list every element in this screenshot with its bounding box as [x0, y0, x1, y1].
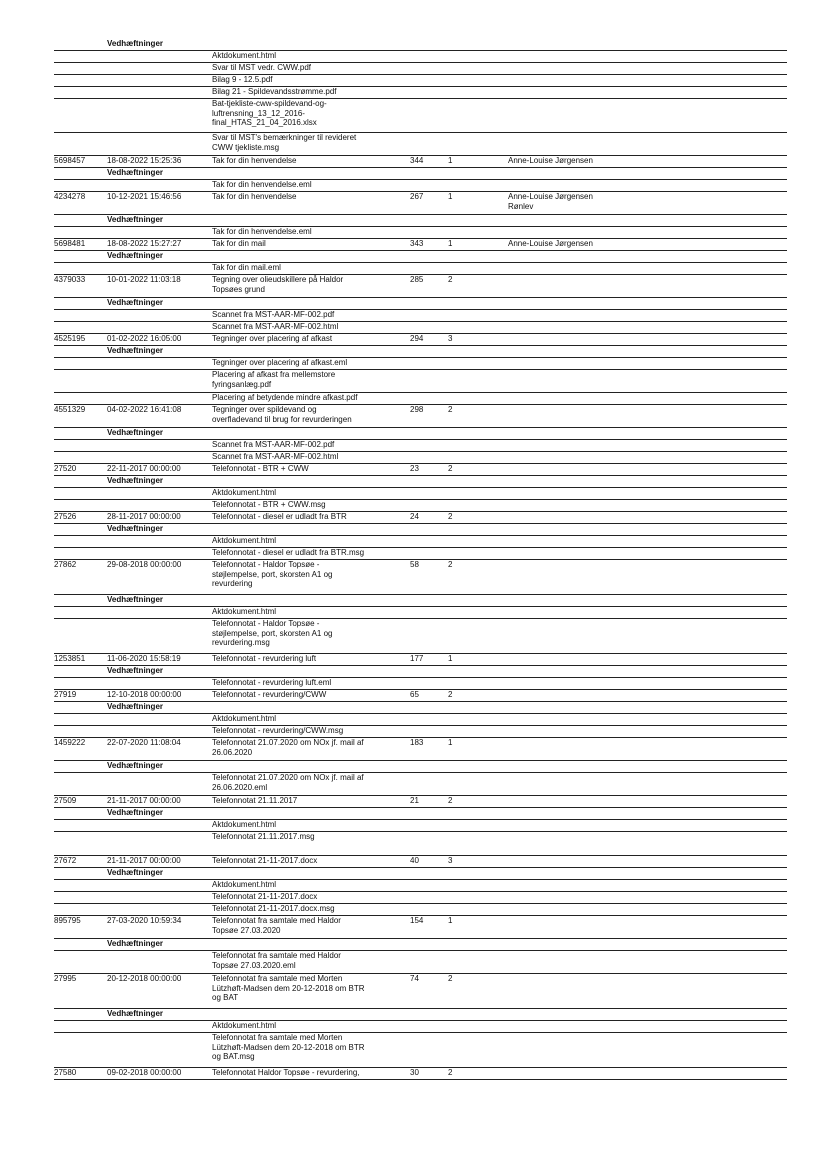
attachments-label: Vedhæftninger: [107, 666, 164, 675]
document-date: 21-11-2017 00:00:00: [107, 796, 181, 805]
attachment-row: [54, 832, 787, 856]
attachment-count: 3: [448, 334, 453, 343]
attachment-row: [54, 607, 787, 619]
document-id: 1253851: [54, 654, 86, 663]
document-title: Scannet fra MST-AAR-MF-002.pdf: [212, 440, 335, 449]
attachment-row: [54, 87, 787, 99]
document-number: 343: [410, 239, 424, 248]
document-id: 4525195: [54, 334, 86, 343]
attachment-row: [54, 476, 787, 488]
attachment-row: [54, 488, 787, 500]
attachment-row: [54, 595, 787, 607]
attachments-label: Vedhæftninger: [107, 808, 164, 817]
document-title: Aktdokument.html: [212, 607, 277, 616]
document-title: Telefonnotat - BTR + CWW.msg: [212, 500, 326, 509]
attachment-count: 1: [448, 192, 453, 201]
document-number: 74: [410, 974, 419, 983]
document-title: Telefonnotat fra samtale med Morten Lützhøft-Madsen dem 20-12-2018 om BTR og BAT: [212, 974, 365, 1003]
document-row: [54, 916, 787, 939]
attachments-label: Vedhæftninger: [107, 1009, 164, 1018]
document-title: Tak for din henvendelse.eml: [212, 180, 312, 189]
attachments-label: Vedhæftninger: [107, 428, 164, 437]
attachment-count: 2: [448, 560, 453, 569]
document-title: Telefonnotat - diesel er udladt fra BTR.msg: [212, 548, 365, 557]
document-row: [54, 738, 787, 761]
document-date: 22-07-2020 11:08:04: [107, 738, 181, 747]
attachment-row: [54, 39, 787, 51]
document-row: [54, 1068, 787, 1080]
document-number: 21: [410, 796, 419, 805]
attachment-count: 1: [448, 738, 453, 747]
document-title: Telefonnotat 21.11.2017: [212, 796, 298, 805]
attachment-row: [54, 726, 787, 738]
document-date: 10-12-2021 15:46:56: [107, 192, 182, 201]
document-number: 23: [410, 464, 419, 473]
document-title: Scannet fra MST-AAR-MF-002.pdf: [212, 310, 335, 319]
attachment-row: [54, 393, 787, 405]
attachment-row: [54, 358, 787, 370]
attachment-row: [54, 346, 787, 358]
document-title: Aktdokument.html: [212, 880, 277, 889]
document-title: Scannet fra MST-AAR-MF-002.html: [212, 452, 339, 461]
document-date: 12-10-2018 00:00:00: [107, 690, 182, 699]
document-title: Bilag 21 - Spildevandsstrømme.pdf: [212, 87, 337, 96]
document-id: 27672: [54, 856, 77, 865]
document-title: Tak for din mail.eml: [212, 263, 281, 272]
attachment-row: [54, 99, 787, 133]
document-title: Telefonnotat 21-11-2017.docx.msg: [212, 904, 335, 913]
document-number: 183: [410, 738, 424, 747]
document-title: Tegninger over placering af afkast.eml: [212, 358, 348, 367]
document-number: 344: [410, 156, 424, 165]
attachments-label: Vedhæftninger: [107, 868, 164, 877]
document-date: 21-11-2017 00:00:00: [107, 856, 181, 865]
attachments-label: Vedhæftninger: [107, 702, 164, 711]
attachments-label: Vedhæftninger: [107, 298, 164, 307]
attachment-row: [54, 251, 787, 263]
document-title: Telefonnotat - Haldor Topsøe - støjlempelse, port, skorsten A1 og revurdering: [212, 560, 333, 589]
document-id: 4234278: [54, 192, 86, 201]
attachment-count: 1: [448, 654, 453, 663]
document-row: [54, 974, 787, 1009]
attachment-row: [54, 808, 787, 820]
document-date: 04-02-2022 16:41:08: [107, 405, 182, 414]
attachment-row: [54, 63, 787, 75]
document-title: Telefonnotat Haldor Topsøe - revurdering,: [212, 1068, 360, 1077]
document-title: Placering af afkast fra mellemstore fyringsanlæg.pdf: [212, 370, 336, 389]
document-title: Bilag 9 - 12.5.pdf: [212, 75, 273, 84]
document-title: Tegninger over spildevand og overfladevand til brug for revurderingen: [212, 405, 352, 424]
attachment-count: 1: [448, 916, 453, 925]
document-title: Telefonnotat fra samtale med Haldor Topsøe 27.03.2020.eml: [212, 951, 341, 970]
document-title: Telefonnotat 21.07.2020 om NOx jf. mail af 26.06.2020: [212, 738, 364, 757]
document-date: 09-02-2018 00:00:00: [107, 1068, 182, 1077]
document-title: Aktdokument.html: [212, 51, 277, 60]
document-number: 294: [410, 334, 424, 343]
document-title: Aktdokument.html: [212, 536, 277, 545]
document-id: 27919: [54, 690, 77, 699]
attachment-count: 2: [448, 974, 453, 983]
document-row: [54, 560, 787, 595]
document-id: 5698481: [54, 239, 86, 248]
attachment-row: [54, 536, 787, 548]
attachments-label: Vedhæftninger: [107, 524, 164, 533]
attachments-label: Vedhæftninger: [107, 251, 164, 260]
attachment-row: [54, 500, 787, 512]
document-number: 298: [410, 405, 424, 414]
document-date: 27-03-2020 10:59:34: [107, 916, 182, 925]
attachment-row: [54, 892, 787, 904]
attachments-label: Vedhæftninger: [107, 476, 164, 485]
attachment-count: 2: [448, 690, 453, 699]
attachment-row: [54, 820, 787, 832]
attachment-count: 2: [448, 1068, 453, 1077]
attachment-row: [54, 310, 787, 322]
document-id: 4379033: [54, 275, 86, 284]
document-title: Telefonnotat - Haldor Topsøe - støjlempelse, port, skorsten A1 og revurdering.msg: [212, 619, 333, 648]
attachments-label: Vedhæftninger: [107, 939, 164, 948]
document-row: [54, 796, 787, 808]
attachment-row: [54, 215, 787, 227]
attachment-row: [54, 880, 787, 892]
document-number: 65: [410, 690, 419, 699]
document-number: 30: [410, 1068, 419, 1077]
document-row: [54, 239, 787, 251]
document-number: 267: [410, 192, 424, 201]
document-title: Bat-tjekliste-cww-spildevand-og- luftrensning_13_12_2016- final_HTAS_21_04_2016.xlsx: [212, 99, 327, 128]
document-title: Telefonnotat 21-11-2017.docx: [212, 856, 318, 865]
document-title: Telefonnotat fra samtale med Morten Lützhøft-Madsen dem 20-12-2018 om BTR og BAT.msg: [212, 1033, 365, 1062]
attachments-label: Vedhæftninger: [107, 215, 164, 224]
attachment-row: [54, 168, 787, 180]
document-date: 29-08-2018 00:00:00: [107, 560, 182, 569]
document-title: Telefonnotat - revurdering/CWW: [212, 690, 327, 699]
document-date: 10-01-2022 11:03:18: [107, 275, 181, 284]
document-id: 895795: [54, 916, 81, 925]
document-row: [54, 690, 787, 702]
document-row: [54, 512, 787, 524]
document-title: Telefonnotat - revurdering/CWW.msg: [212, 726, 344, 735]
attachment-row: [54, 51, 787, 63]
attachment-count: 3: [448, 856, 453, 865]
document-title: Tegninger over placering af afkast: [212, 334, 333, 343]
document-title: Tegning over olieudskillere på Haldor Topsøes grund: [212, 275, 344, 294]
document-date: 11-06-2020 15:58:19: [107, 654, 181, 663]
document-title: Aktdokument.html: [212, 714, 277, 723]
document-title: Svar til MST's bemærkninger til revideret CWW tjekliste.msg: [212, 133, 357, 152]
document-row: [54, 334, 787, 346]
document-number: 24: [410, 512, 419, 521]
attachments-label: Vedhæftninger: [107, 595, 164, 604]
document-number: 154: [410, 916, 424, 925]
document-id: 27526: [54, 512, 77, 521]
attachment-row: [54, 263, 787, 275]
attachment-row: [54, 370, 787, 393]
document-number: 58: [410, 560, 419, 569]
document-id: 27509: [54, 796, 77, 805]
person-name: Anne-Louise Jørgensen: [508, 156, 593, 165]
attachment-row: [54, 322, 787, 334]
document-title: Telefonnotat 21-11-2017.docx: [212, 892, 318, 901]
document-title: Svar til MST vedr. CWW.pdf: [212, 63, 311, 72]
attachment-row: [54, 548, 787, 560]
attachment-row: [54, 440, 787, 452]
attachment-row: [54, 773, 787, 796]
document-date: 01-02-2022 16:05:00: [107, 334, 182, 343]
person-name: Anne-Louise Jørgensen Rønlev: [508, 192, 593, 211]
document-table: [54, 39, 787, 1080]
document-title: Telefonnotat - diesel er udladt fra BTR: [212, 512, 347, 521]
person-name: Anne-Louise Jørgensen: [508, 239, 593, 248]
attachment-row: [54, 180, 787, 192]
attachment-count: 2: [448, 275, 453, 284]
document-title: Telefonnotat - revurdering luft.eml: [212, 678, 332, 687]
attachment-row: [54, 702, 787, 714]
document-title: Aktdokument.html: [212, 820, 277, 829]
attachment-count: 1: [448, 156, 453, 165]
document-date: 22-11-2017 00:00:00: [107, 464, 181, 473]
attachment-row: [54, 666, 787, 678]
attachment-row: [54, 868, 787, 880]
attachment-row: [54, 452, 787, 464]
attachment-row: [54, 904, 787, 916]
attachment-count: 2: [448, 464, 453, 473]
document-number: 177: [410, 654, 424, 663]
document-id: 27995: [54, 974, 77, 983]
attachment-row: [54, 714, 787, 726]
document-title: Telefonnotat fra samtale med Haldor Topsøe 27.03.2020: [212, 916, 341, 935]
attachment-row: [54, 939, 787, 951]
document-title: Tak for din henvendelse: [212, 192, 297, 201]
document-id: 27580: [54, 1068, 77, 1077]
attachment-row: [54, 761, 787, 773]
attachment-row: [54, 678, 787, 690]
document-date: 28-11-2017 00:00:00: [107, 512, 181, 521]
document-row: [54, 464, 787, 476]
document-row: [54, 405, 787, 428]
attachment-row: [54, 951, 787, 974]
document-title: Aktdokument.html: [212, 1021, 277, 1030]
attachment-row: [54, 524, 787, 536]
document-date: 18-08-2022 15:25:36: [107, 156, 182, 165]
attachment-count: 2: [448, 405, 453, 414]
document-title: Tak for din henvendelse: [212, 156, 297, 165]
document-date: 20-12-2018 00:00:00: [107, 974, 182, 983]
document-title: Tak for din henvendelse.eml: [212, 227, 312, 236]
attachment-row: [54, 1021, 787, 1033]
attachment-row: [54, 1009, 787, 1021]
document-title: Scannet fra MST-AAR-MF-002.html: [212, 322, 339, 331]
attachment-row: [54, 75, 787, 87]
attachments-label: Vedhæftninger: [107, 761, 164, 770]
document-row: [54, 192, 787, 215]
document-title: Tak for din mail: [212, 239, 266, 248]
attachment-count: 2: [448, 512, 453, 521]
document-id: 5698457: [54, 156, 86, 165]
document-title: Aktdokument.html: [212, 488, 277, 497]
document-title: Telefonnotat 21.11.2017.msg: [212, 832, 315, 841]
document-id: 27520: [54, 464, 77, 473]
document-row: [54, 156, 787, 168]
attachment-row: [54, 298, 787, 310]
document-number: 40: [410, 856, 419, 865]
document-id: 1459222: [54, 738, 86, 747]
attachments-label: Vedhæftninger: [107, 168, 164, 177]
attachment-row: [54, 619, 787, 654]
attachments-label: Vedhæftninger: [107, 39, 164, 48]
document-title: Telefonnotat 21.07.2020 om NOx jf. mail af 26.06.2020.eml: [212, 773, 364, 792]
document-number: 285: [410, 275, 424, 284]
attachment-row: [54, 1033, 787, 1068]
attachment-count: 1: [448, 239, 453, 248]
document-title: Telefonnotat - BTR + CWW: [212, 464, 309, 473]
document-id: 27862: [54, 560, 77, 569]
attachment-row: [54, 227, 787, 239]
document-title: Telefonnotat - revurdering luft: [212, 654, 317, 663]
document-row: [54, 856, 787, 868]
attachment-row: [54, 133, 787, 156]
document-row: [54, 275, 787, 298]
attachments-label: Vedhæftninger: [107, 346, 164, 355]
document-title: Placering af betydende mindre afkast.pdf: [212, 393, 358, 402]
document-row: [54, 654, 787, 666]
attachment-count: 2: [448, 796, 453, 805]
document-id: 4551329: [54, 405, 86, 414]
document-date: 18-08-2022 15:27:27: [107, 239, 182, 248]
attachment-row: [54, 428, 787, 440]
